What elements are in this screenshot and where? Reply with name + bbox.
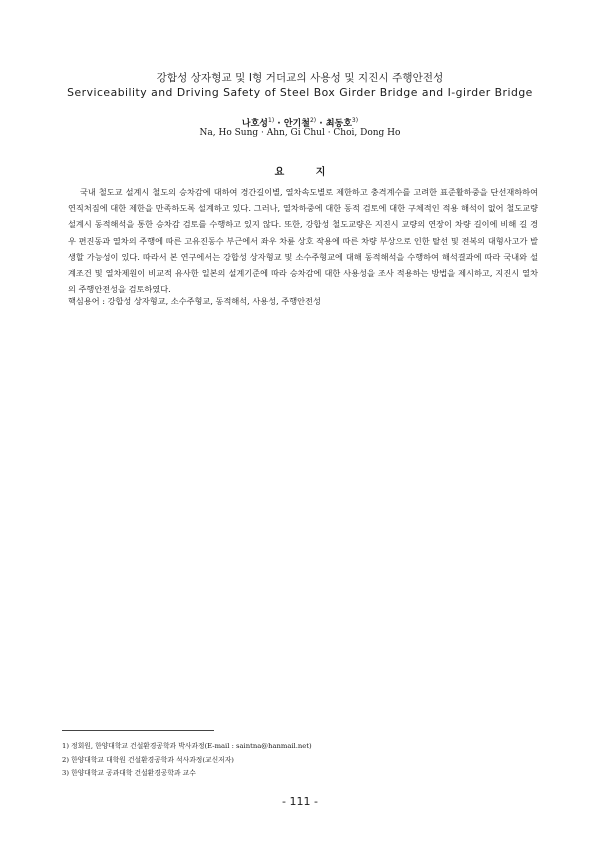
footnote-item: 1) 정회원, 한양대학교 건설환경공학과 박사과정(E-mail : saintna@hanmail.net) (62, 742, 312, 750)
footnote-item: 2) 한양대학교 대학원 건설환경공학과 석사과정(교신저자) (62, 755, 234, 764)
footnote-divider (62, 730, 214, 731)
title-korean: 강합성 상자형교 및 I형 거더교의 사용성 및 지진시 주행안전성 (156, 72, 444, 84)
author-footnote-mark: 2) (309, 117, 317, 124)
author-name: 최동호 (325, 119, 352, 129)
keywords-list: 강합성 상자형교, 소수주형교, 동적해석, 사용성, 주행안전성 (107, 296, 321, 306)
author-footnote-mark: 1) (268, 117, 275, 124)
abstract-body: 국내 철도교 설계시 철도의 승차감에 대하여 경간길이별, 열차속도별로 제한하고 충격계수를 고려한 표준활하중을 단선재하하여 연직처짐에 대한 제한을 만족하도록 설계하고 있다. 그러나, 열차하중에 대한 동적 검토에 대한 구체적인 적용 해석이 없어 철도교량 설계시 동적해석을 통한 승차감 검토를 수행하고 있지 않다. 또한, 강합성 철도교량은 지진시 교량의 연장이 차량 길이에 비해 길 경우 편진동과 열차의 주행에 따른 고유진동수 부근에서 좌우 차륜 상호 작용에 따른 차량 부상으로 인한 탈선 및 전복의 대형사고가 발생할 가능성이 있다. 따라서 본 연구에서는 강합성 상자형교 및 소수주형교에 대해 동적해석을 수행하여 해석결과에 따라 국내와 설계조건 및 열차제원이 비교적 유사한 일본의 설계기준에 따라 승차감에 대한 사용성을 조사 적용하는 방법을 제시하고, 지진시 열차의 주행안전성을 검토하였다. (68, 187, 538, 295)
author-footnote-mark: 3) (351, 117, 359, 124)
page-number: - 111 - (282, 795, 318, 808)
keywords-separator: : (99, 296, 108, 306)
footnotes (62, 740, 542, 781)
author-separator: · (274, 119, 284, 129)
keywords-label: 핵심용어 (68, 296, 100, 306)
keywords-line (68, 296, 538, 307)
author-name: 나호성 (241, 119, 268, 129)
author-separator: · (316, 119, 326, 129)
title-english: Serviceability and Driving Safety of Steel Box Girder Bridge and I-girder Bridge (67, 86, 533, 99)
authors-english: Na, Ho Sung · Ahn, Gi Chul · Choi, Dong Ho (199, 128, 401, 138)
footnote-item: 3) 한양대학교 공과대학 건설환경공학과 교수 (62, 769, 196, 777)
author-name: 안기철 (283, 119, 310, 129)
abstract-heading: 요 지 (274, 167, 326, 178)
